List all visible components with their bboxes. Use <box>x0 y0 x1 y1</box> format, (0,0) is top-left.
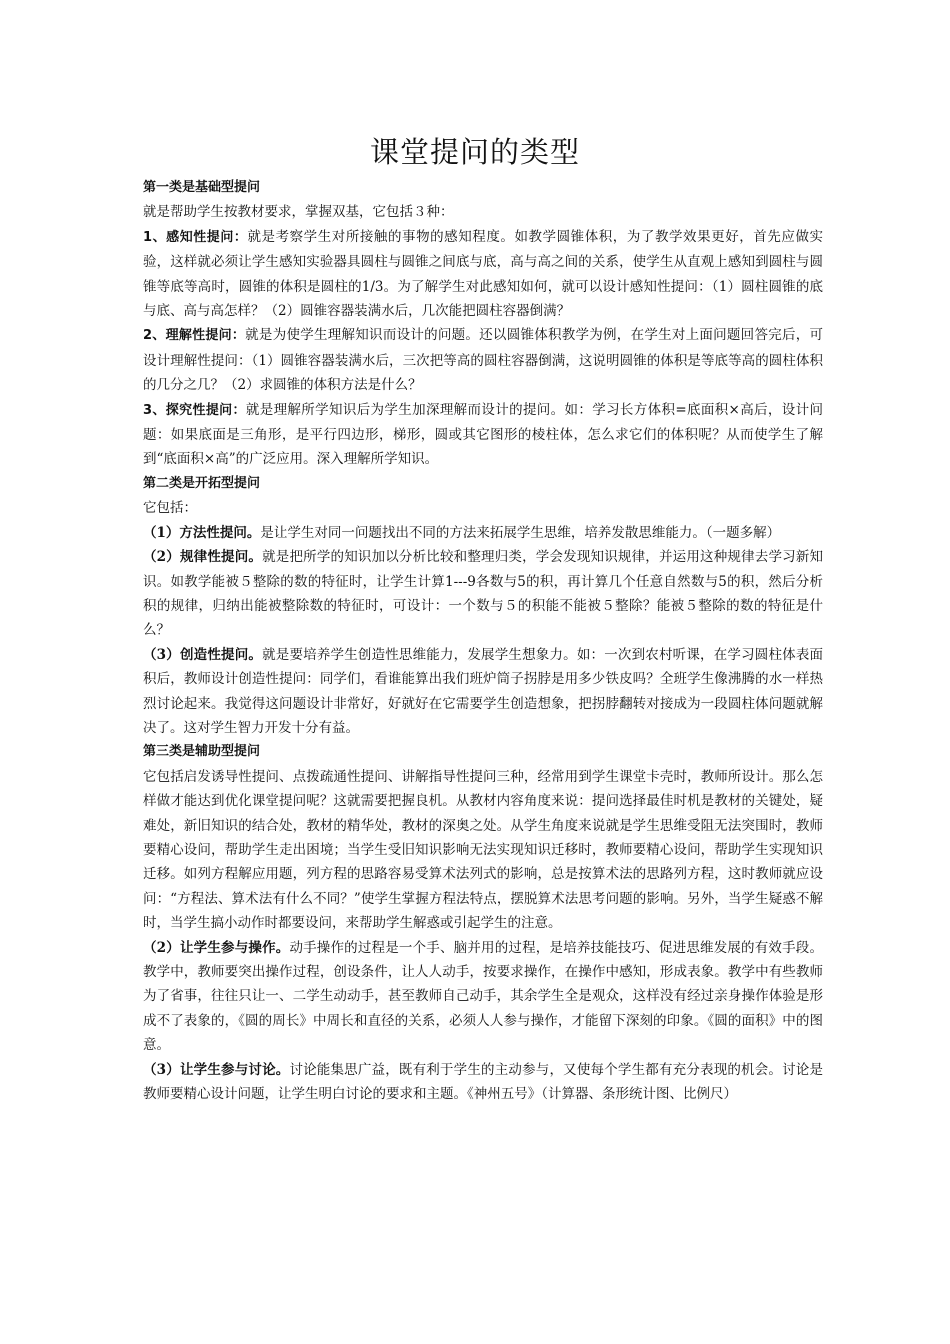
paragraph-operation <box>143 936 823 1058</box>
section-intro-1: 就是帮助学生按教材要求，掌握双基，它包括３种： <box>143 204 454 221</box>
paragraph-creative-question <box>143 643 823 741</box>
item-text: 就是把所学的知识加以分析比较和整理归类，学会发现知识规律，并运用这种规律去学习新知识。如教学能被５整除的数的特征时，让学生计算1---9各数与5的积，再计算几个任意自然数与5的积，然后分析积的规律，归纳出能被整除数的特征时，可设计：一个数与５的积能不能被５整除？能被５整除的数的特征是什么？ <box>143 549 824 639</box>
item-text: 是让学生对同一问题找出不同的方法来拓展学生思维，培养发散思维能力。（一题多解） <box>260 524 781 541</box>
paragraph-understanding-question <box>143 323 823 397</box>
item-label: （2）规律性提问。 <box>143 549 263 566</box>
paragraph-pattern-question <box>143 545 823 643</box>
paragraph-discussion <box>143 1058 823 1107</box>
item-text: 动手操作的过程是一个手、脑并用的过程，是培养技能技巧、促进思维发展的有效手段。教学中，教师要突出操作过程，创设条件，让人人动手，按要求操作，在操作中感知，形成表象。教学中有些教师为了省事，往往只让一、二学生动动手，甚至教师自己动手，其余学生全是观众，这样没有经过亲身操作体验是形成不了表象的，《圆的周长》中周长和直径的关系，必须人人参与操作，才能留下深刻的印象。《圆的面积》中的图意。 <box>143 939 823 1054</box>
item-label: 3、探究性提问： <box>143 402 246 418</box>
item-label: 2、理解性提问： <box>143 328 246 344</box>
item-text: 就是理解所学知识后为学生加深理解而设计的提问。如：学习长方体积=底面积×高后，设计问题：如果底面是三角形，是平行四边形，梯形，圆或其它图形的棱柱体，怎么求它们的体积呢？从而使学生了解到“底面积×高”的广泛应用。深入理解所学知识。 <box>143 401 823 468</box>
section-heading-1: 第一类是基础型提问 <box>143 180 261 195</box>
document-body <box>143 176 823 1106</box>
paragraph-auxiliary-intro: 它包括启发诱导性提问、点拨疏通性提问、讲解指导性提问三种，经常用到学生课堂卡壳时，教师所设计。那么怎样做才能达到优化课堂提问呢？这就需要把握良机。从教材内容角度来说：提问选择最佳时机是教材的关键处，疑难处，新旧知识的结合处，教材的精华处，教材的深奥之处。从学生角度来说就是学生思维受阻无法突围时，教师要精心设问，帮助学生走出困境；当学生受旧知识影响无法实现知识迁移时，教师要精心设问，帮助学生实现知识迁移。如列方程解应用题，列方程的思路容易受算术法列式的影响，总是按算术法的思路列方程，这时教师就应设问：“方程法、算术法有什么不同？”使学生掌握方程法特点，摆脱算术法思考问题的影响。另外，当学生疑惑不解时，当学生搞小动作时都要设问，来帮助学生解惑或引起学生的注意。 <box>143 768 823 932</box>
item-label: （3）创造性提问。 <box>143 646 263 663</box>
paragraph-method-question <box>143 521 823 545</box>
item-label: （1）方法性提问。 <box>143 524 261 541</box>
section-heading-2: 第二类是开拓型提问 <box>143 475 261 491</box>
section-intro-2: 它包括： <box>143 500 197 517</box>
item-label: （2）让学生参与操作。 <box>143 939 290 956</box>
item-text: 就是考察学生对所接触的事物的感知程度。如教学圆锥体积，为了教学效果更好，首先应做实验，这样就必须让学生感知实验器具圆柱与圆锥之间底与底，高与高之间的关系，使学生从直观上感知到圆柱与圆锥等底等高时，圆锥的体积是圆柱的1/3。为了解学生对此感知如何，就可以设计感知性提问：（1）圆柱圆锥的底与底、高与高怎样？（2）圆锥容器装满水后，几次能把圆柱容器倒满？ <box>143 228 824 320</box>
document-title: 课堂提问的类型 <box>369 135 580 169</box>
item-text: 就是为使学生理解知识而设计的问题。还以圆锥体积教学为例，在学生对上面问题回答完后，可设计理解性提问：（1）圆锥容器装满水后，三次把等高的圆柱容器倒满，这说明圆锥的体积是等底等高的圆柱体积的几分之几？（2）求圆锥的体积方法是什么？ <box>143 327 824 394</box>
paragraph-perception-question <box>143 225 823 324</box>
item-label: 1、感知性提问： <box>143 229 248 245</box>
item-label: （3）让学生参与讨论。 <box>143 1061 290 1078</box>
item-text: 讨论能集思广益，既有利于学生的主动参与，又使每个学生都有充分表现的机会。讨论是教师要精心设计问题，让学生明白讨论的要求和主题。《神州五号》（计算器、条形统计图、比例尺） <box>143 1061 823 1103</box>
paragraph-inquiry-question <box>143 398 823 472</box>
section-heading-3: 第三类是辅助型提问 <box>143 744 261 760</box>
item-text: 就是要培养学生创造性思维能力，发展学生想象力。如：一次到农村听课，在学习圆柱体表面积后，教师设计创造性提问：同学们，看谁能算出我们班炉筒子拐脖是用多少铁皮吗？全班学生像沸腾的水一样热烈讨论起来。我觉得这问题设计非常好，好就好在它需要学生创造想象，把拐脖翻转对接成为一段圆柱体问题就解决了。这对学生智力开发十分有益。 <box>143 646 824 736</box>
